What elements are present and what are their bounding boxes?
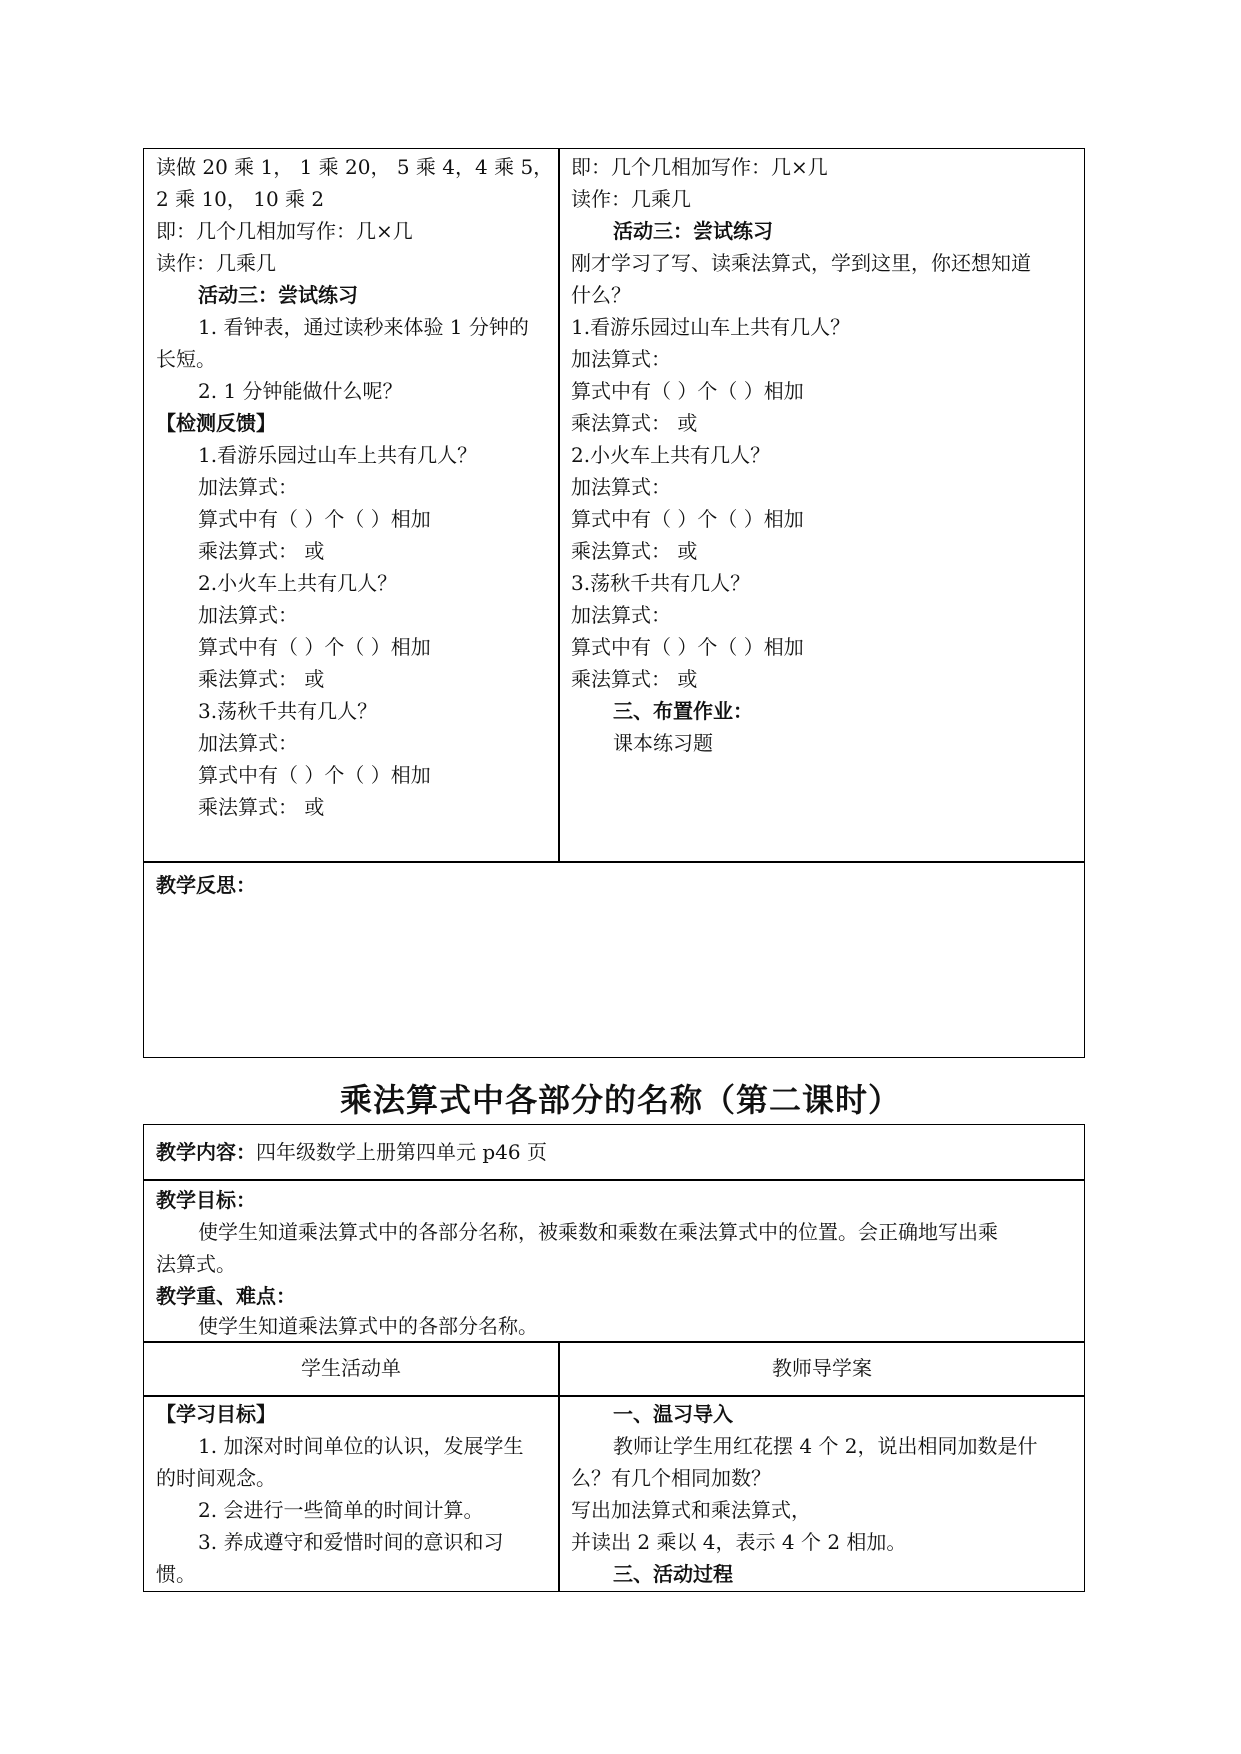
- content-value: 四年级数学上册第四单元 p46 页: [256, 1140, 547, 1164]
- section-heading: 【学习目标】: [156, 1402, 276, 1426]
- text-line: 加法算式：: [571, 475, 671, 499]
- text-line: 即：几个几相加写作：几×几: [156, 219, 413, 243]
- text-line: 刚才学习了写、读乘法算式，学到这里，你还想知道: [571, 251, 1031, 275]
- text-line: 1.看游乐园过山车上共有几人？: [571, 315, 851, 339]
- text-line: 乘法算式： 或: [571, 667, 698, 691]
- text-line: 2.小火车上共有几人？: [198, 571, 398, 595]
- top-lesson-table: [143, 148, 1085, 1058]
- goal-text: 使学生知道乘法算式中的各部分名称，被乘数和乘数在乘法算式中的位置。会正确地写出乘: [198, 1220, 998, 1244]
- text-line: 读作：几乘几: [156, 251, 276, 275]
- section-heading: 三、活动过程: [613, 1562, 733, 1586]
- text-line: 1. 加深对时间单位的认识，发展学生: [198, 1434, 524, 1458]
- text-line: 课本练习题: [613, 731, 713, 755]
- text-line: 长短。: [156, 347, 216, 371]
- lesson-title: 乘法算式中各部分的名称（第二课时）: [339, 1081, 901, 1119]
- text-line: 么？有几个相同加数？: [571, 1466, 771, 1490]
- text-line: 3.荡秋千共有几人？: [198, 699, 378, 723]
- text-line: 乘法算式： 或: [571, 411, 698, 435]
- text-line: 即：几个几相加写作：几×几: [571, 155, 828, 179]
- content-label: 教学内容：: [156, 1140, 256, 1164]
- bottom-lesson-table: [143, 1124, 1085, 1592]
- text-line: 加法算式：: [198, 603, 298, 627]
- text-line: 加法算式：: [571, 347, 671, 371]
- text-line: 2 乘 10， 10 乘 2: [156, 187, 325, 211]
- text-line: 2. 1 分钟能做什么呢？: [198, 379, 403, 403]
- row-divider: [144, 1395, 1084, 1397]
- section-heading: 【检测反馈】: [156, 411, 276, 435]
- key-points-text: 使学生知道乘法算式中的各部分名称。: [198, 1314, 538, 1338]
- text-line: 加法算式：: [571, 603, 671, 627]
- student-activity-column: [144, 149, 558, 861]
- text-line: 什么？: [571, 283, 631, 307]
- section-heading: 活动三：尝试练习: [613, 219, 773, 243]
- row-divider: [144, 1341, 1084, 1343]
- student-activity-header: 学生活动单: [301, 1356, 401, 1380]
- content-row: [156, 1140, 547, 1164]
- text-line: 2.小火车上共有几人？: [571, 443, 771, 467]
- text-line: 算式中有（ ）个（ ）相加: [198, 763, 431, 787]
- reflection-label: 教学反思：: [156, 873, 256, 897]
- text-line: 1.看游乐园过山车上共有几人？: [198, 443, 478, 467]
- text-line: 算式中有（ ）个（ ）相加: [571, 635, 804, 659]
- text-line: 教师让学生用红花摆 4 个 2，说出相同加数是什: [613, 1434, 1038, 1458]
- text-line: 乘法算式： 或: [198, 539, 325, 563]
- text-line: 算式中有（ ）个（ ）相加: [571, 379, 804, 403]
- text-line: 乘法算式： 或: [198, 795, 325, 819]
- teacher-guide-column: [560, 149, 1084, 861]
- text-line: 3. 养成遵守和爱惜时间的意识和习: [198, 1530, 504, 1554]
- text-line: 乘法算式： 或: [198, 667, 325, 691]
- row-divider: [144, 1179, 1084, 1181]
- reflection-cell: [144, 863, 1084, 1057]
- text-line: 算式中有（ ）个（ ）相加: [571, 507, 804, 531]
- text-line: 加法算式：: [198, 731, 298, 755]
- section-heading: 三、布置作业：: [613, 699, 753, 723]
- text-line: 加法算式：: [198, 475, 298, 499]
- text-line: 读做 20 乘 1， 1 乘 20， 5 乘 4，4 乘 5，: [156, 155, 554, 179]
- text-line: 2. 会进行一些简单的时间计算。: [198, 1498, 484, 1522]
- key-points-label: 教学重、难点：: [156, 1284, 296, 1308]
- text-line: 并读出 2 乘以 4，表示 4 个 2 相加。: [571, 1530, 907, 1554]
- section-heading: 活动三：尝试练习: [198, 283, 358, 307]
- section-heading: 一、温习导入: [613, 1402, 733, 1426]
- text-line: 写出加法算式和乘法算式，: [571, 1498, 811, 1522]
- goal-label: 教学目标：: [156, 1188, 256, 1212]
- text-line: 算式中有（ ）个（ ）相加: [198, 635, 431, 659]
- goal-text: 法算式。: [156, 1252, 236, 1276]
- text-line: 惯。: [156, 1562, 196, 1586]
- teacher-guide-header: 教师导学案: [772, 1356, 872, 1380]
- text-line: 乘法算式： 或: [571, 539, 698, 563]
- text-line: 的时间观念。: [156, 1466, 276, 1490]
- text-line: 算式中有（ ）个（ ）相加: [198, 507, 431, 531]
- text-line: 3.荡秋千共有几人？: [571, 571, 751, 595]
- text-line: 读作：几乘几: [571, 187, 691, 211]
- text-line: 1. 看钟表，通过读秒来体验 1 分钟的: [198, 315, 529, 339]
